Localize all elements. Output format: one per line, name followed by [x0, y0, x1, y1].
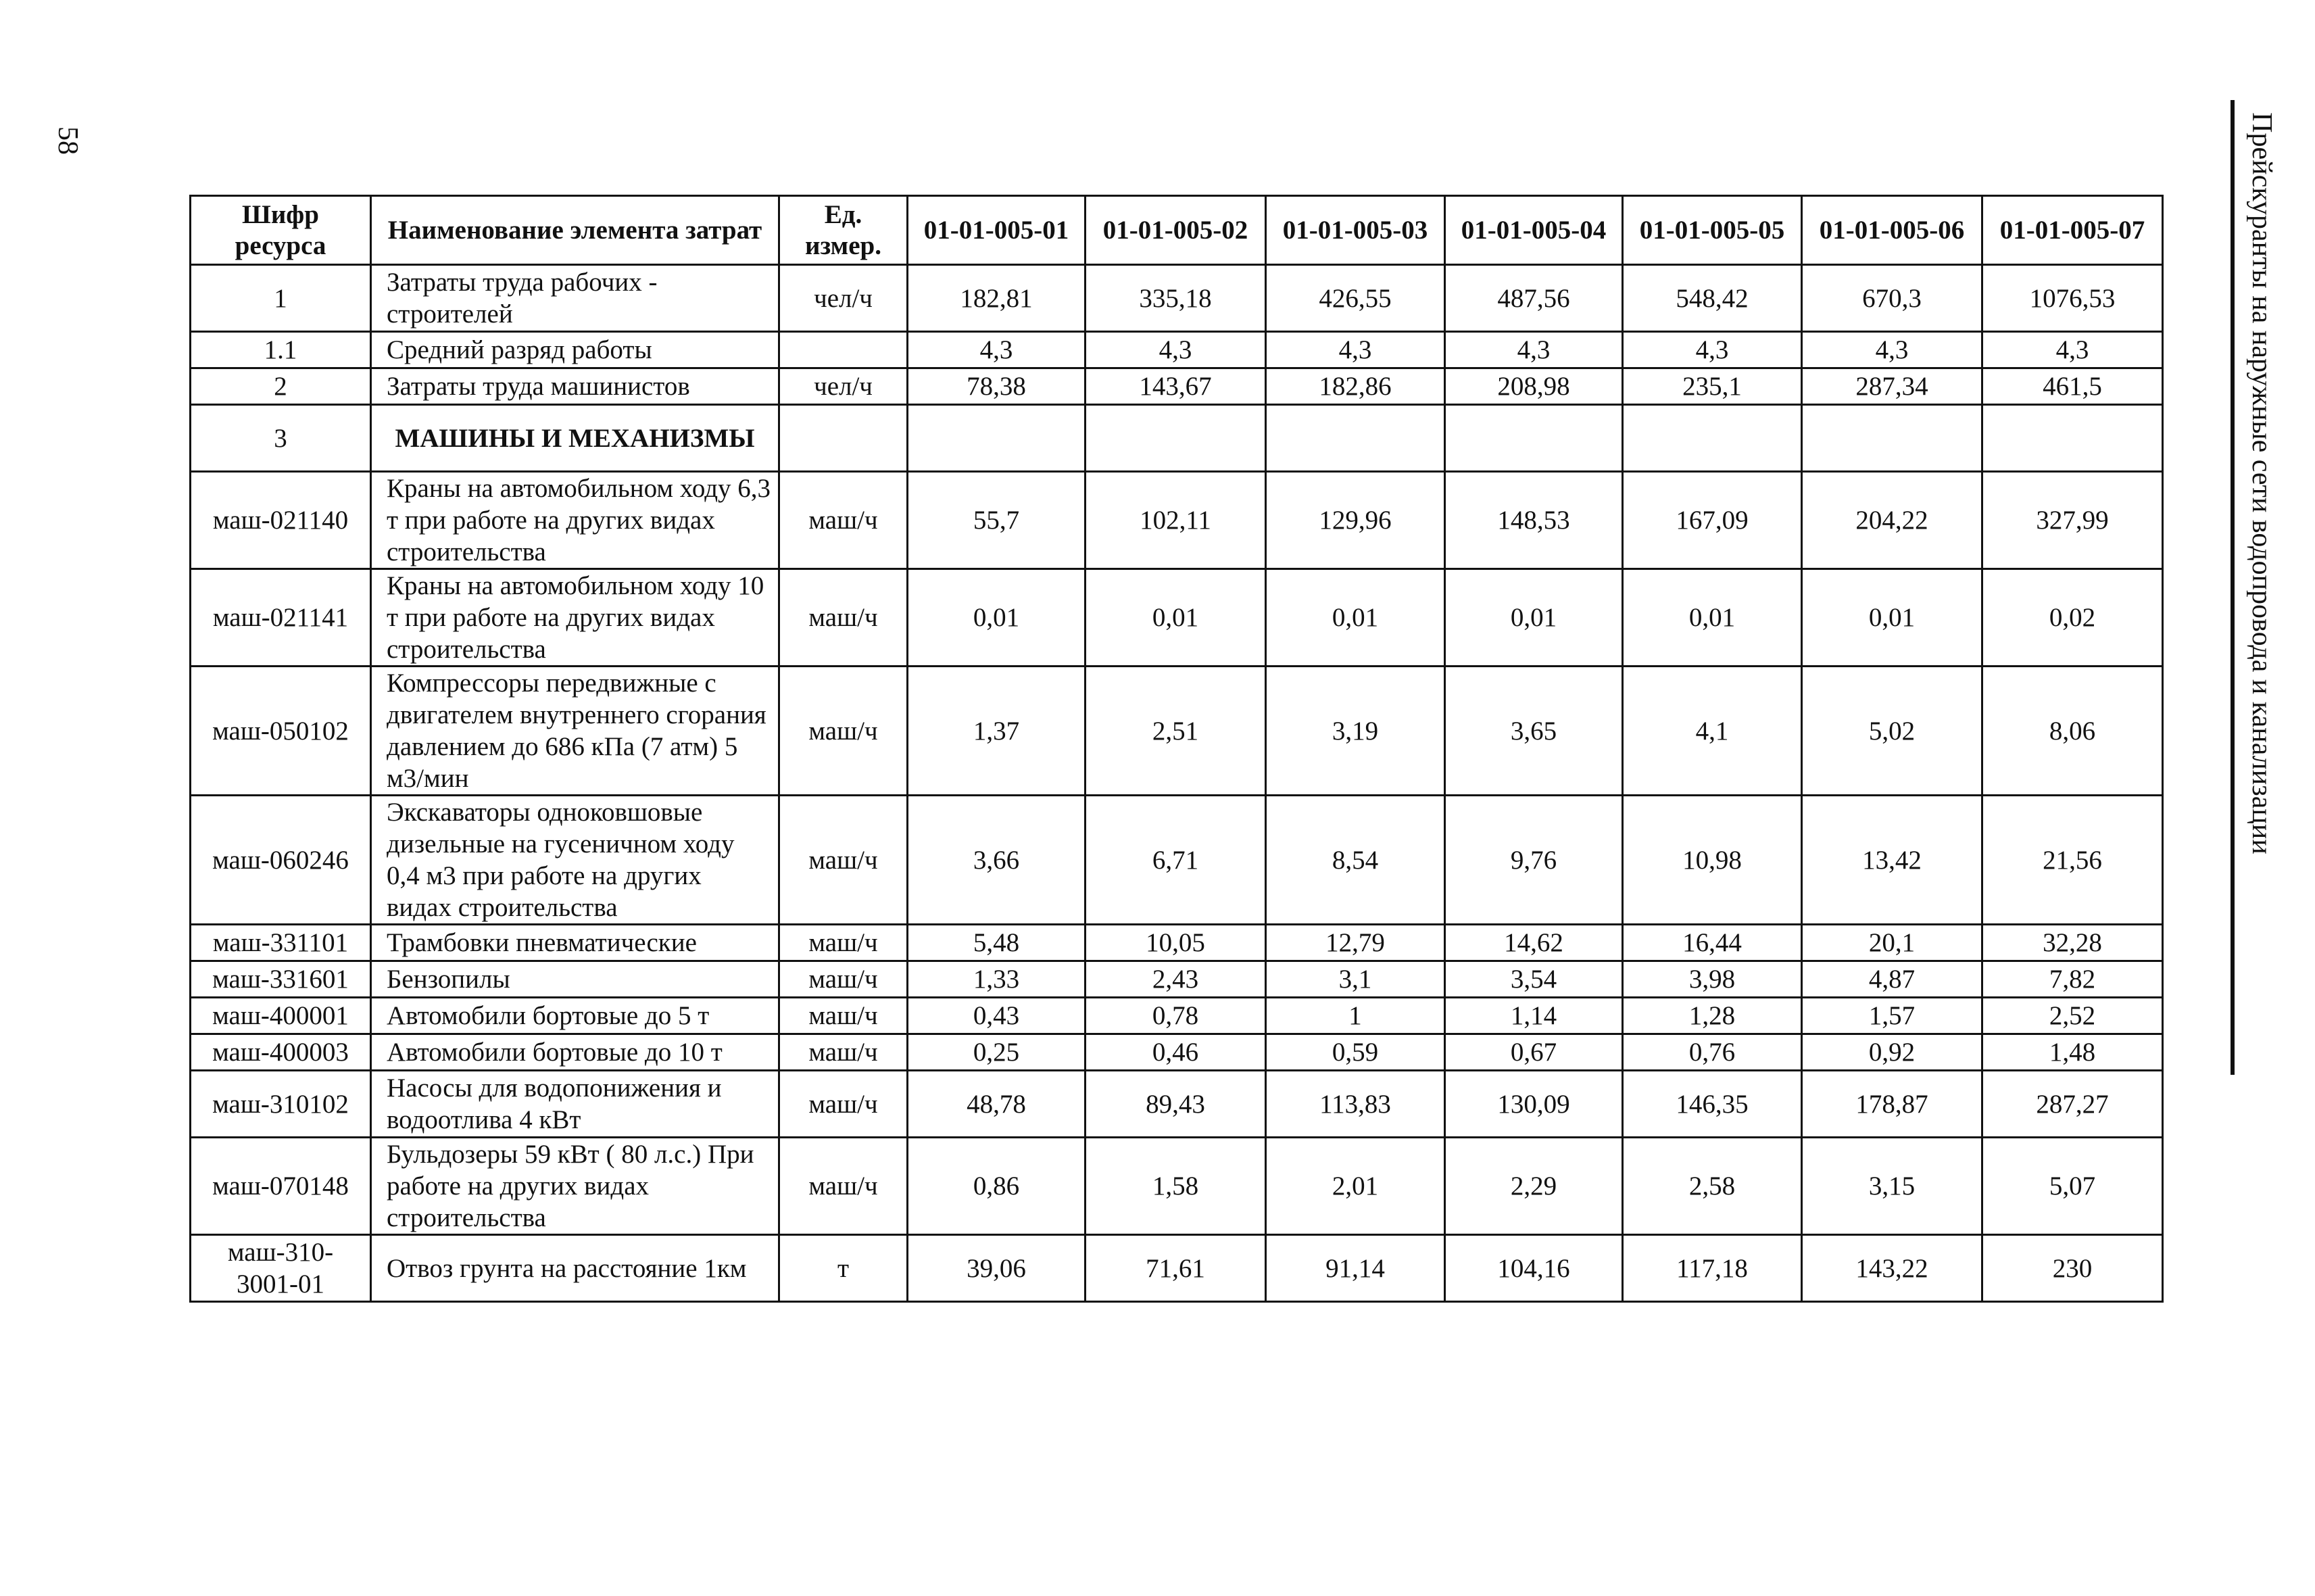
column-header-norm: 01-01-005-02 [1086, 196, 1266, 265]
norm-value: 4,3 [908, 332, 1086, 368]
norm-value: 0,02 [1982, 569, 2163, 667]
norm-value: 548,42 [1623, 265, 1802, 332]
norm-value: 0,92 [1802, 1034, 1982, 1071]
norm-value: 178,87 [1802, 1071, 1982, 1138]
table-row [191, 1138, 2163, 1235]
resource-code: маш-021141 [191, 569, 371, 667]
norm-value: 3,98 [1623, 961, 1802, 998]
norm-value: 14,62 [1445, 925, 1623, 961]
norm-value: 0,67 [1445, 1034, 1623, 1071]
resource-code: маш-050102 [191, 667, 371, 796]
norm-value: 4,3 [1445, 332, 1623, 368]
norm-value: 0,01 [1086, 569, 1266, 667]
norm-value [1802, 405, 1982, 472]
norm-value: 8,54 [1266, 796, 1445, 925]
norm-value: 3,15 [1802, 1138, 1982, 1235]
norm-value: 8,06 [1982, 667, 2163, 796]
norm-value [1982, 405, 2163, 472]
norm-value: 0,78 [1086, 998, 1266, 1034]
header-rule [2231, 100, 2235, 1075]
norm-value: 0,86 [908, 1138, 1086, 1235]
column-header-norm: 01-01-005-04 [1445, 196, 1623, 265]
norm-value: 2,52 [1982, 998, 2163, 1034]
norm-value: 5,48 [908, 925, 1086, 961]
resource-code: маш-331601 [191, 961, 371, 998]
resource-name: Краны на автомобильном ходу 10 т при работе на других видах строительства [371, 569, 779, 667]
norm-value: 102,11 [1086, 472, 1266, 569]
norm-value: 0,01 [908, 569, 1086, 667]
norm-value: 327,99 [1982, 472, 2163, 569]
norm-value: 12,79 [1266, 925, 1445, 961]
resource-unit: чел/ч [779, 368, 908, 405]
resource-name: Отвоз грунта на расстояние 1км [371, 1235, 779, 1302]
norm-value: 13,42 [1802, 796, 1982, 925]
norm-value: 5,02 [1802, 667, 1982, 796]
norm-value: 71,61 [1086, 1235, 1266, 1302]
norm-value: 230 [1982, 1235, 2163, 1302]
resource-code: маш-400003 [191, 1034, 371, 1071]
resource-name: Краны на автомобильном ходу 6,3 т при работе на других видах строительства [371, 472, 779, 569]
column-header-norm: 01-01-005-05 [1623, 196, 1802, 265]
norm-value: 287,27 [1982, 1071, 2163, 1138]
resource-name: Трамбовки пневматические [371, 925, 779, 961]
norm-value: 204,22 [1802, 472, 1982, 569]
norm-value: 104,16 [1445, 1235, 1623, 1302]
norm-value: 1,14 [1445, 998, 1623, 1034]
norm-value: 2,58 [1623, 1138, 1802, 1235]
norm-value: 4,3 [1623, 332, 1802, 368]
resource-unit: маш/ч [779, 925, 908, 961]
norm-value: 3,19 [1266, 667, 1445, 796]
resource-name: Насосы для водопонижения и водоотлива 4 кВт [371, 1071, 779, 1138]
norm-value: 2,01 [1266, 1138, 1445, 1235]
norm-value: 3,66 [908, 796, 1086, 925]
norm-value: 4,3 [1982, 332, 2163, 368]
resource-name: Компрессоры передвижные с двигателем внутреннего сгорания давлением до 686 кПа (7 атм) 5 м3/мин [371, 667, 779, 796]
table-row [191, 1034, 2163, 1071]
resource-unit: маш/ч [779, 569, 908, 667]
norm-value: 7,82 [1982, 961, 2163, 998]
resource-code: маш-070148 [191, 1138, 371, 1235]
norm-value: 167,09 [1623, 472, 1802, 569]
table-row [191, 796, 2163, 925]
norm-value: 287,34 [1802, 368, 1982, 405]
norm-value: 182,86 [1266, 368, 1445, 405]
column-header-norm: 01-01-005-07 [1982, 196, 2163, 265]
norm-value: 48,78 [908, 1071, 1086, 1138]
column-header-code: Шифр ресурса [191, 196, 371, 265]
resource-unit: маш/ч [779, 796, 908, 925]
norm-value: 487,56 [1445, 265, 1623, 332]
norm-value: 4,3 [1086, 332, 1266, 368]
resource-unit: т [779, 1235, 908, 1302]
resource-unit: маш/ч [779, 998, 908, 1034]
resource-unit [779, 405, 908, 472]
norm-value: 146,35 [1623, 1071, 1802, 1138]
norm-value: 0,01 [1445, 569, 1623, 667]
norm-value: 1,28 [1623, 998, 1802, 1034]
norm-value [1445, 405, 1623, 472]
resource-name: Бульдозеры 59 кВт ( 80 л.с.) При работе на других видах строительства [371, 1138, 779, 1235]
resource-code: 1 [191, 265, 371, 332]
norm-value: 0,01 [1623, 569, 1802, 667]
norm-value: 335,18 [1086, 265, 1266, 332]
norm-value: 0,46 [1086, 1034, 1266, 1071]
table-row [191, 368, 2163, 405]
norm-value [1623, 405, 1802, 472]
resource-code: маш-060246 [191, 796, 371, 925]
norm-value: 129,96 [1266, 472, 1445, 569]
resource-name: Средний разряд работы [371, 332, 779, 368]
resource-code: маш-310-3001-01 [191, 1235, 371, 1302]
norm-value: 1076,53 [1982, 265, 2163, 332]
page-number: 58 [52, 126, 83, 155]
table-row [191, 925, 2163, 961]
norm-value: 10,05 [1086, 925, 1266, 961]
table-row [191, 569, 2163, 667]
norm-value: 208,98 [1445, 368, 1623, 405]
table-row [191, 1235, 2163, 1302]
resource-unit: маш/ч [779, 472, 908, 569]
running-header-text: Прейскуранты на наружные сети водопровода и канализации [2246, 112, 2277, 854]
resource-name: Автомобили бортовые до 10 т [371, 1034, 779, 1071]
norm-value: 0,01 [1266, 569, 1445, 667]
column-header-name: Наименование элемента затрат [371, 196, 779, 265]
norm-value: 4,87 [1802, 961, 1982, 998]
table-row [191, 472, 2163, 569]
norm-value: 1 [1266, 998, 1445, 1034]
resource-code: 1.1 [191, 332, 371, 368]
norm-value: 0,76 [1623, 1034, 1802, 1071]
resource-unit: маш/ч [779, 1138, 908, 1235]
norm-value: 0,43 [908, 998, 1086, 1034]
column-header-norm: 01-01-005-06 [1802, 196, 1982, 265]
norm-value [1266, 405, 1445, 472]
resource-unit: маш/ч [779, 961, 908, 998]
resource-unit [779, 332, 908, 368]
norm-value: 113,83 [1266, 1071, 1445, 1138]
table-row [191, 667, 2163, 796]
table-row [191, 1071, 2163, 1138]
resource-code: маш-331101 [191, 925, 371, 961]
norm-value: 4,1 [1623, 667, 1802, 796]
norm-value: 4,3 [1266, 332, 1445, 368]
norm-value: 6,71 [1086, 796, 1266, 925]
norm-value: 3,54 [1445, 961, 1623, 998]
norm-value: 78,38 [908, 368, 1086, 405]
norm-value: 426,55 [1266, 265, 1445, 332]
resource-code: маш-021140 [191, 472, 371, 569]
norm-value: 2,29 [1445, 1138, 1623, 1235]
norm-value: 1,37 [908, 667, 1086, 796]
resource-code: маш-310102 [191, 1071, 371, 1138]
resource-code: 2 [191, 368, 371, 405]
norm-value: 0,01 [1802, 569, 1982, 667]
norm-value [908, 405, 1086, 472]
norm-value: 5,07 [1982, 1138, 2163, 1235]
norm-value: 0,25 [908, 1034, 1086, 1071]
norm-value: 2,51 [1086, 667, 1266, 796]
norm-value: 4,3 [1802, 332, 1982, 368]
resource-name: Экскаваторы одноковшовые дизельные на гусеничном ходу 0,4 м3 при работе на других видах строительства [371, 796, 779, 925]
norm-value: 130,09 [1445, 1071, 1623, 1138]
section-title: МАШИНЫ И МЕХАНИЗМЫ [371, 405, 779, 472]
norm-value: 55,7 [908, 472, 1086, 569]
resource-name: Автомобили бортовые до 5 т [371, 998, 779, 1034]
norm-value: 0,59 [1266, 1034, 1445, 1071]
norm-value: 143,22 [1802, 1235, 1982, 1302]
running-header [2235, 108, 2289, 859]
norm-value: 1,48 [1982, 1034, 2163, 1071]
table-row [191, 961, 2163, 998]
resource-norms-table [189, 195, 2164, 1303]
table-row [191, 265, 2163, 332]
resource-unit: маш/ч [779, 1034, 908, 1071]
section-row [191, 405, 2163, 472]
resource-unit: чел/ч [779, 265, 908, 332]
norm-value: 91,14 [1266, 1235, 1445, 1302]
column-header-norm: 01-01-005-01 [908, 196, 1086, 265]
table-row [191, 332, 2163, 368]
norm-value: 21,56 [1982, 796, 2163, 925]
norm-value: 10,98 [1623, 796, 1802, 925]
norm-value: 117,18 [1623, 1235, 1802, 1302]
norm-value: 89,43 [1086, 1071, 1266, 1138]
norm-value: 3,1 [1266, 961, 1445, 998]
resource-code: 3 [191, 405, 371, 472]
norm-value: 1,33 [908, 961, 1086, 998]
norm-value: 235,1 [1623, 368, 1802, 405]
norm-value: 9,76 [1445, 796, 1623, 925]
norm-value: 148,53 [1445, 472, 1623, 569]
column-header-unit: Ед. измер. [779, 196, 908, 265]
norm-value [1086, 405, 1266, 472]
norm-value: 39,06 [908, 1235, 1086, 1302]
table-row [191, 998, 2163, 1034]
norm-value: 32,28 [1982, 925, 2163, 961]
norm-value: 670,3 [1802, 265, 1982, 332]
norm-value: 2,43 [1086, 961, 1266, 998]
norm-value: 143,67 [1086, 368, 1266, 405]
norm-value: 1,58 [1086, 1138, 1266, 1235]
resource-name: Бензопилы [371, 961, 779, 998]
column-header-norm: 01-01-005-03 [1266, 196, 1445, 265]
norm-value: 16,44 [1623, 925, 1802, 961]
resource-unit: маш/ч [779, 1071, 908, 1138]
norm-value: 461,5 [1982, 368, 2163, 405]
resource-name: Затраты труда рабочих - строителей [371, 265, 779, 332]
norm-value: 20,1 [1802, 925, 1982, 961]
resource-unit: маш/ч [779, 667, 908, 796]
resource-code: маш-400001 [191, 998, 371, 1034]
norm-value: 3,65 [1445, 667, 1623, 796]
resource-name: Затраты труда машинистов [371, 368, 779, 405]
table-header-row [191, 196, 2163, 265]
norm-value: 182,81 [908, 265, 1086, 332]
norm-value: 1,57 [1802, 998, 1982, 1034]
